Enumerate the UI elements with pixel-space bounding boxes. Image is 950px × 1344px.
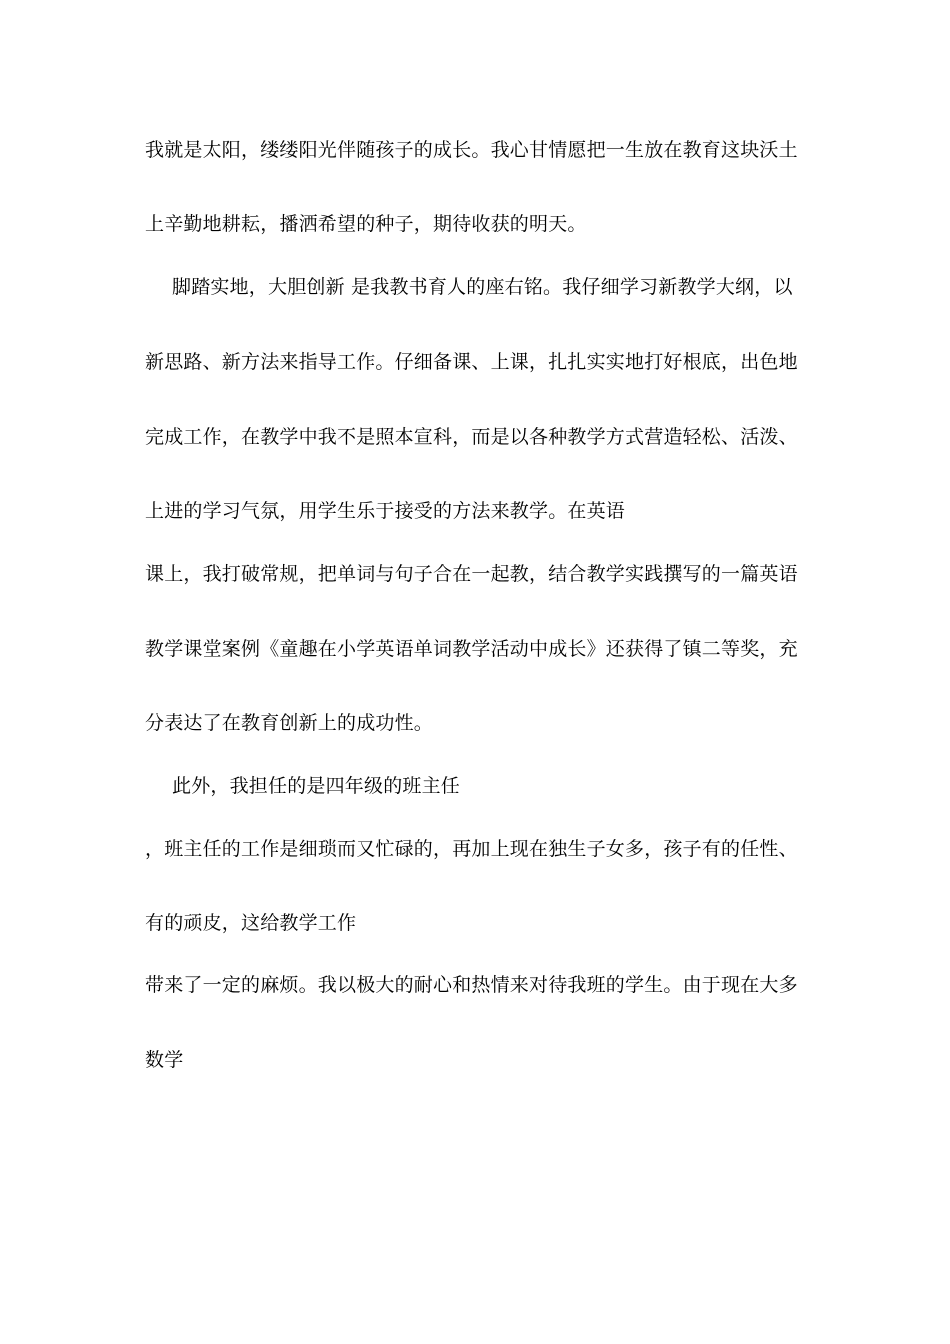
text-line-11: ，班主任的工作是细琐而又忙碌的，再加上现在独生子女多，孩子有的任性、 bbox=[145, 838, 798, 860]
text-line-2: 上辛勤地耕耘，播洒希望的种子，期待收获的明天。 bbox=[145, 213, 587, 235]
text-line-12: 有的顽皮，这给教学工作 bbox=[145, 912, 357, 934]
text-line-10: 此外，我担任的是四年级的班主任 bbox=[172, 775, 461, 797]
text-line-9: 分表达了在教育创新上的成功性。 bbox=[145, 712, 434, 734]
text-line-14: 数学 bbox=[145, 1049, 184, 1071]
text-line-7: 课上，我打破常规，把单词与句子合在一起教，结合教学实践撰写的一篇英语 bbox=[145, 563, 798, 585]
text-line-3: 脚踏实地，大胆创新 是我教书育人的座右铭。我仔细学习新教学大纲，以 bbox=[172, 276, 793, 298]
text-line-1: 我就是太阳，缕缕阳光伴随孩子的成长。我心甘情愿把一生放在教育这块沃土 bbox=[145, 139, 798, 161]
text-line-5: 完成工作，在教学中我不是照本宣科，而是以各种教学方式营造轻松、活泼、 bbox=[145, 426, 798, 448]
text-line-13: 带来了一定的麻烦。我以极大的耐心和热情来对待我班的学生。由于现在大多 bbox=[145, 974, 798, 996]
text-line-8: 教学课堂案例《童趣在小学英语单词教学活动中成长》还获得了镇二等奖，充 bbox=[145, 638, 798, 660]
text-line-4: 新思路、新方法来指导工作。仔细备课、上课，扎扎实实地打好根底，出色地 bbox=[145, 351, 798, 373]
text-line-6: 上进的学习气氛，用学生乐于接受的方法来教学。在英语 bbox=[145, 500, 626, 522]
